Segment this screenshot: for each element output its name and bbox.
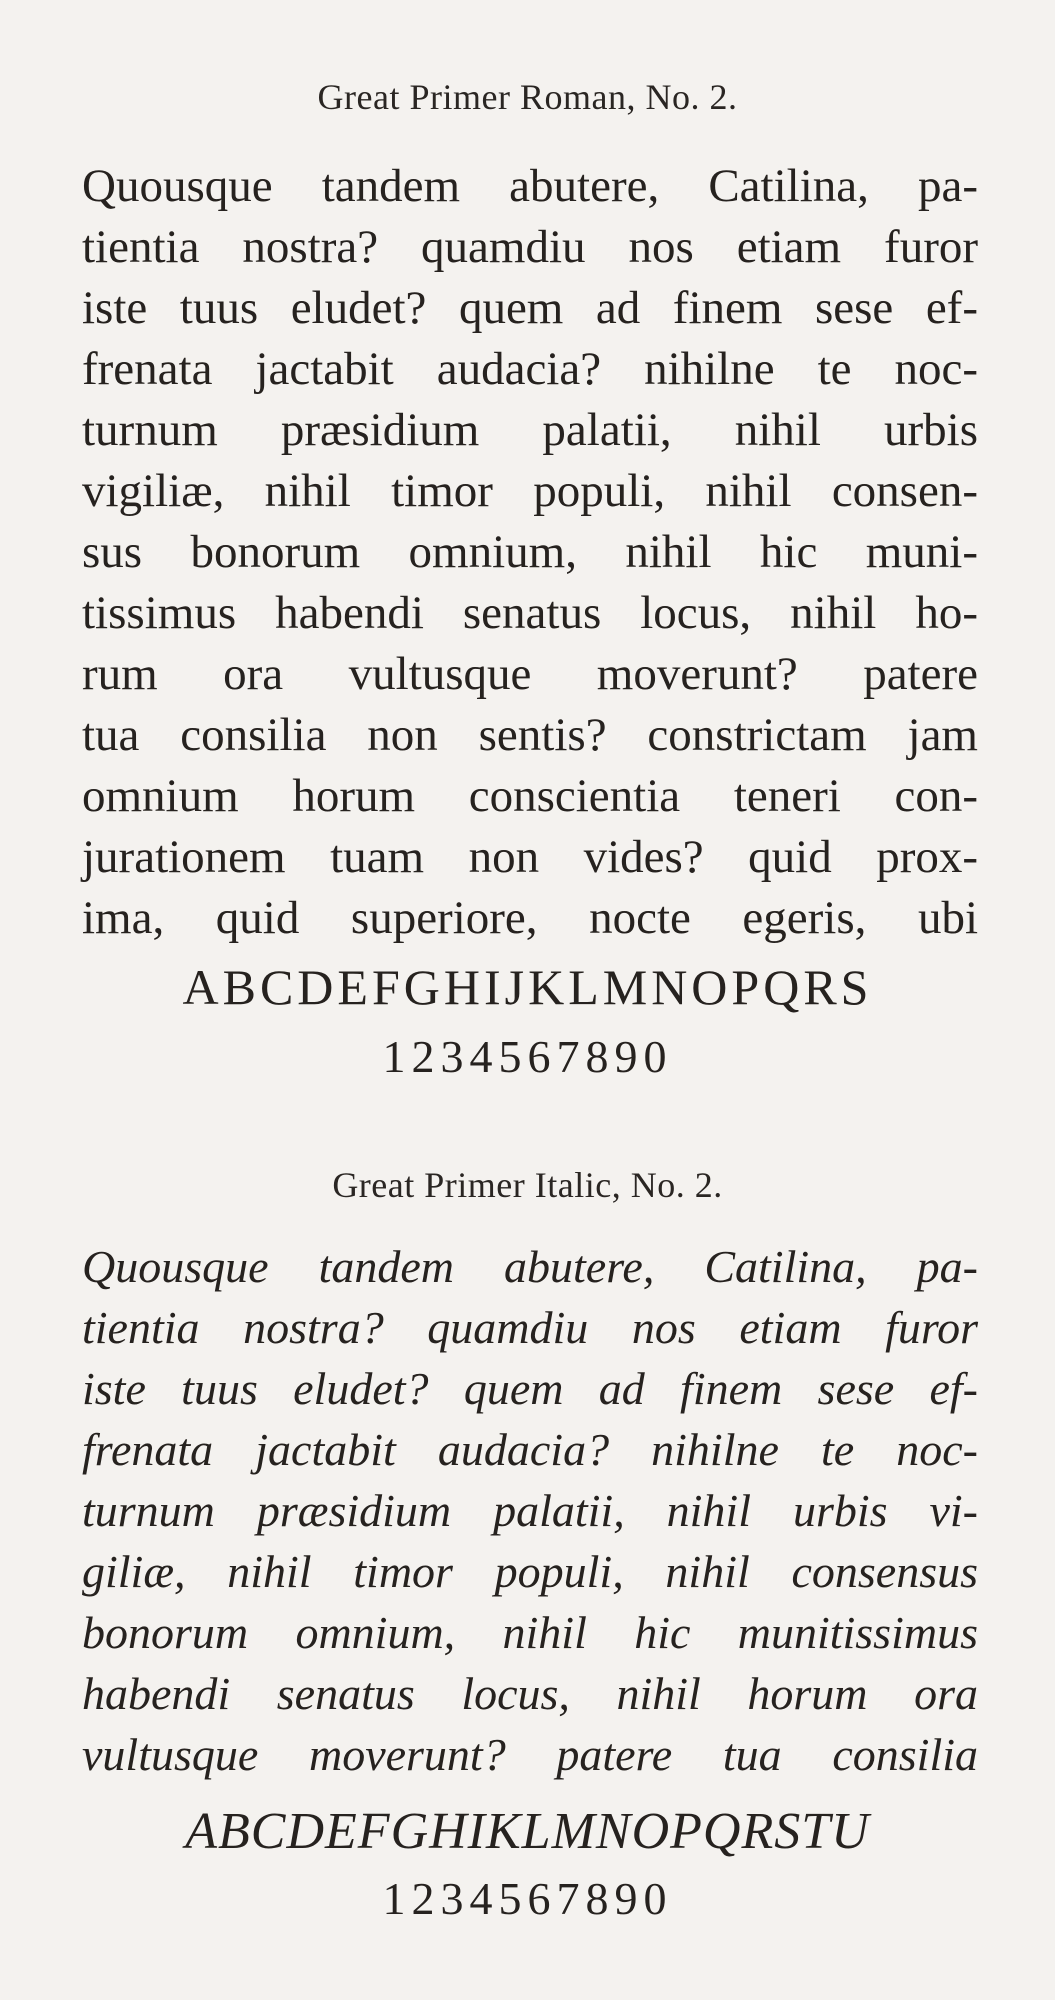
roman-line: tissimus habendi senatus locus, nihil ho-	[82, 587, 978, 639]
italic-line: iste tuus eludet? quem ad finem sese ef-	[82, 1363, 978, 1414]
roman-line: rum ora vultusque moverunt? patere	[82, 648, 978, 700]
italic-line: giliæ, nihil timor populi, nihil consensus	[82, 1546, 978, 1597]
roman-line: ima, quid superiore, nocte egeris, ubi	[82, 892, 978, 944]
roman-section-title: Great Primer Roman, No. 2.	[317, 77, 738, 117]
italic-line: habendi senatus locus, nihil horum ora	[82, 1668, 978, 1719]
italic-line: turnum præsidium palatii, nihil urbis vi-	[82, 1485, 978, 1536]
roman-line: vigiliæ, nihil timor populi, nihil consen-	[82, 465, 978, 517]
italic-specimen-text	[82, 1236, 978, 1785]
roman-numerals: 1234567890	[382, 1031, 673, 1082]
italic-section-title: Great Primer Italic, No. 2.	[332, 1165, 723, 1205]
italic-line: Quousque tandem abutere, Catilina, pa-	[82, 1241, 978, 1292]
italic-alphabet: ABCDEFGHIKLMNOPQRSTU	[185, 1803, 870, 1860]
roman-specimen-text	[82, 156, 978, 949]
italic-line: vultusque moverunt? patere tua consilia	[82, 1729, 978, 1780]
roman-alphabet: ABCDEFGHIJKLMNOPQRS	[182, 959, 873, 1015]
roman-line: sus bonorum omnium, nihil hic muni-	[82, 526, 978, 578]
roman-line: jurationem tuam non vides? quid prox-	[82, 831, 978, 883]
roman-line: omnium horum conscientia teneri con-	[82, 770, 978, 822]
italic-line: bonorum omnium, nihil hic munitissimus	[82, 1607, 978, 1658]
italic-line: frenata jactabit audacia? nihilne te noc-	[82, 1424, 978, 1475]
roman-line: iste tuus eludet? quem ad finem sese ef-	[82, 282, 978, 334]
roman-line: Quousque tandem abutere, Catilina, pa-	[82, 160, 978, 212]
roman-line: turnum præsidium palatii, nihil urbis	[82, 404, 978, 456]
roman-line: frenata jactabit audacia? nihilne te noc-	[82, 343, 978, 395]
roman-line: tientia nostra? quamdiu nos etiam furor	[82, 221, 978, 273]
italic-numerals: 1234567890	[382, 1873, 673, 1924]
italic-line: tientia nostra? quamdiu nos etiam furor	[82, 1302, 978, 1353]
roman-line: tua consilia non sentis? constrictam jam	[82, 709, 978, 761]
